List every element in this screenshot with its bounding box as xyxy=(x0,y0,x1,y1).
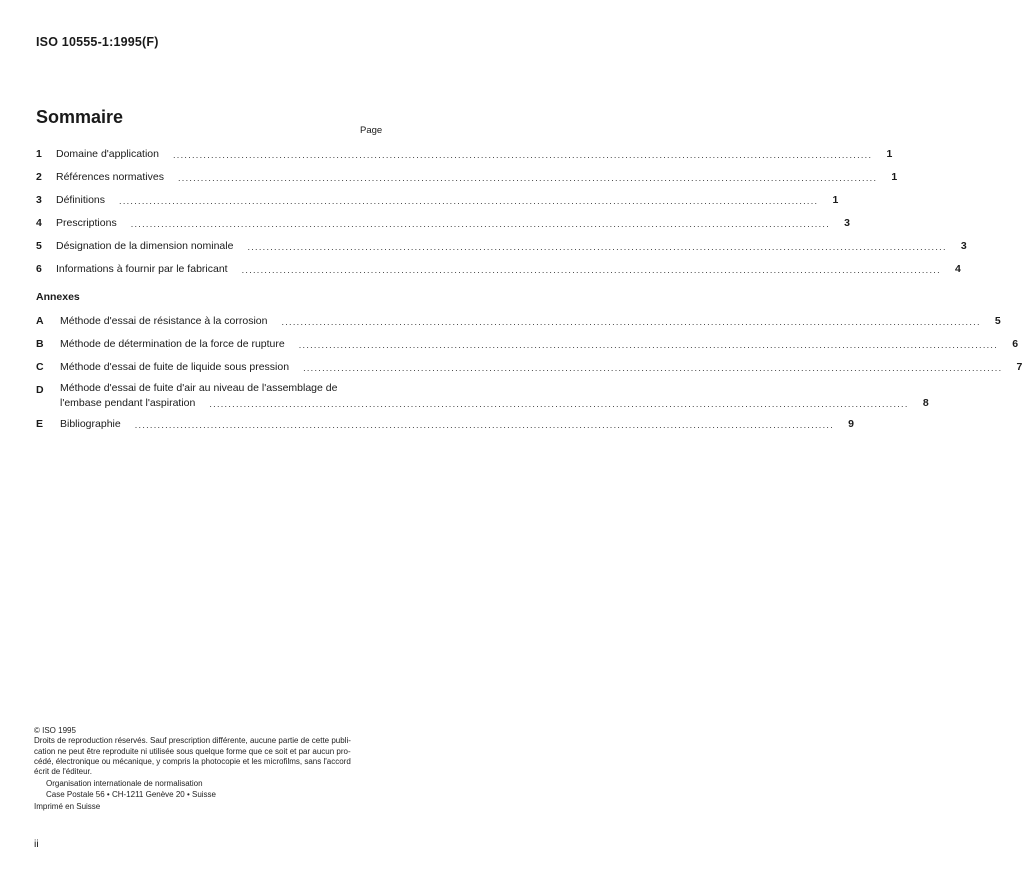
leader-dots: ........................................................................................................................................................................................ xyxy=(303,363,1003,373)
annex-letter: A xyxy=(36,315,44,327)
toc-page: 4 xyxy=(955,263,961,275)
annex-entry-e[interactable] xyxy=(36,416,855,430)
toc-number: 5 xyxy=(36,240,42,252)
toc-number: 4 xyxy=(36,217,42,229)
rights-line: Droits de reproduction réservés. Sauf prescription différente, aucune partie de cette publi- xyxy=(34,736,351,746)
copyright-block xyxy=(34,726,384,812)
leader-dots: ........................................................................................................................................................................................ xyxy=(298,340,999,350)
annex-page: 6 xyxy=(1012,338,1019,350)
rights-line: cation ne peut être reproduite ni utilisée sous quelque forme que ce soit et par aucun pro- xyxy=(34,746,351,756)
annex-label: Bibliographie xyxy=(60,418,121,430)
annex-label: Méthode d'essai de résistance à la corrosion xyxy=(60,315,268,327)
annex-letter: B xyxy=(36,338,44,350)
leader-dots: ........................................................................................................................................................................................ xyxy=(134,420,835,430)
annex-entry-b[interactable] xyxy=(36,336,1019,350)
annex-page: 5 xyxy=(994,315,1001,327)
leader-dots: ........................................................................................................................................................................................ xyxy=(177,173,878,183)
toc-number: 6 xyxy=(36,263,42,275)
organization-name: Organisation internationale de normalisation xyxy=(46,779,203,789)
annex-letter: D xyxy=(36,384,44,396)
toc-entry-1[interactable] xyxy=(36,146,893,160)
toc-entry-3[interactable] xyxy=(36,192,839,206)
toc-page: 1 xyxy=(891,171,898,183)
toc-page: 3 xyxy=(844,217,850,229)
leader-dots: ........................................................................................................................................................................................ xyxy=(281,317,981,327)
organization-address: Case Postale 56 • CH-1211 Genève 20 • Suisse xyxy=(46,789,216,799)
annex-d-label-line2: l'embase pendant l'aspiration xyxy=(60,397,196,409)
rights-line: écrit de l'éditeur. xyxy=(34,767,93,777)
toc-label: Références normatives xyxy=(56,171,164,183)
toc-page: 1 xyxy=(832,194,839,206)
annex-entry-c[interactable] xyxy=(36,359,1022,373)
toc-number: 2 xyxy=(36,171,42,183)
toc-number: 3 xyxy=(36,194,42,206)
annexes-heading: Annexes xyxy=(36,291,80,303)
toc-label: Désignation de la dimension nominale xyxy=(56,240,234,252)
toc-label: Domaine d'application xyxy=(56,148,159,160)
toc-label: Informations à fournir par le fabricant xyxy=(56,263,228,275)
leader-dots: ........................................................................................................................................................................................ xyxy=(247,242,947,252)
copyright-line: © ISO 1995 xyxy=(34,726,76,735)
annex-page: 9 xyxy=(848,418,855,430)
rights-line: cédé, électronique ou mécanique, y compris la photocopie et les microfilms, sans l'accord xyxy=(34,756,351,766)
leader-dots: ........................................................................................................................................................................................ xyxy=(241,265,941,275)
annex-page: 7 xyxy=(1016,361,1022,373)
toc-page: 3 xyxy=(960,240,967,252)
page-column-label: Page xyxy=(360,125,383,136)
toc-entry-4[interactable] xyxy=(36,215,850,229)
annex-entry-a[interactable] xyxy=(36,313,1001,327)
leader-dots: ........................................................................................................................................................................................ xyxy=(209,399,909,409)
annex-letter: E xyxy=(36,418,44,430)
leader-dots: ........................................................................................................................................................................................ xyxy=(119,196,819,206)
document-id: ISO 10555-1:1995(F) xyxy=(36,35,159,49)
annex-label: Méthode d'essai de fuite de liquide sous pression xyxy=(60,361,290,373)
leader-dots: ........................................................................................................................................................................................ xyxy=(173,150,873,160)
printed-in: Imprimé en Suisse xyxy=(34,802,101,812)
leader-dots: ........................................................................................................................................................................................ xyxy=(130,219,830,229)
annex-d-label-line1: Méthode d'essai de fuite d'air au niveau de l'assemblage de xyxy=(60,382,338,394)
annex-page: 8 xyxy=(922,397,929,409)
page-number: ii xyxy=(34,838,39,850)
toc-label: Prescriptions xyxy=(56,217,117,229)
toc-label: Définitions xyxy=(56,194,106,206)
toc-number: 1 xyxy=(36,148,42,160)
annex-label: Méthode de détermination de la force de rupture xyxy=(60,338,285,350)
toc-entry-5[interactable] xyxy=(36,238,967,252)
toc-entry-2[interactable] xyxy=(36,169,898,183)
annex-letter: C xyxy=(36,361,44,373)
toc-page: 1 xyxy=(886,148,893,160)
page-title: Sommaire xyxy=(36,107,124,127)
toc-entry-6[interactable] xyxy=(36,261,961,275)
